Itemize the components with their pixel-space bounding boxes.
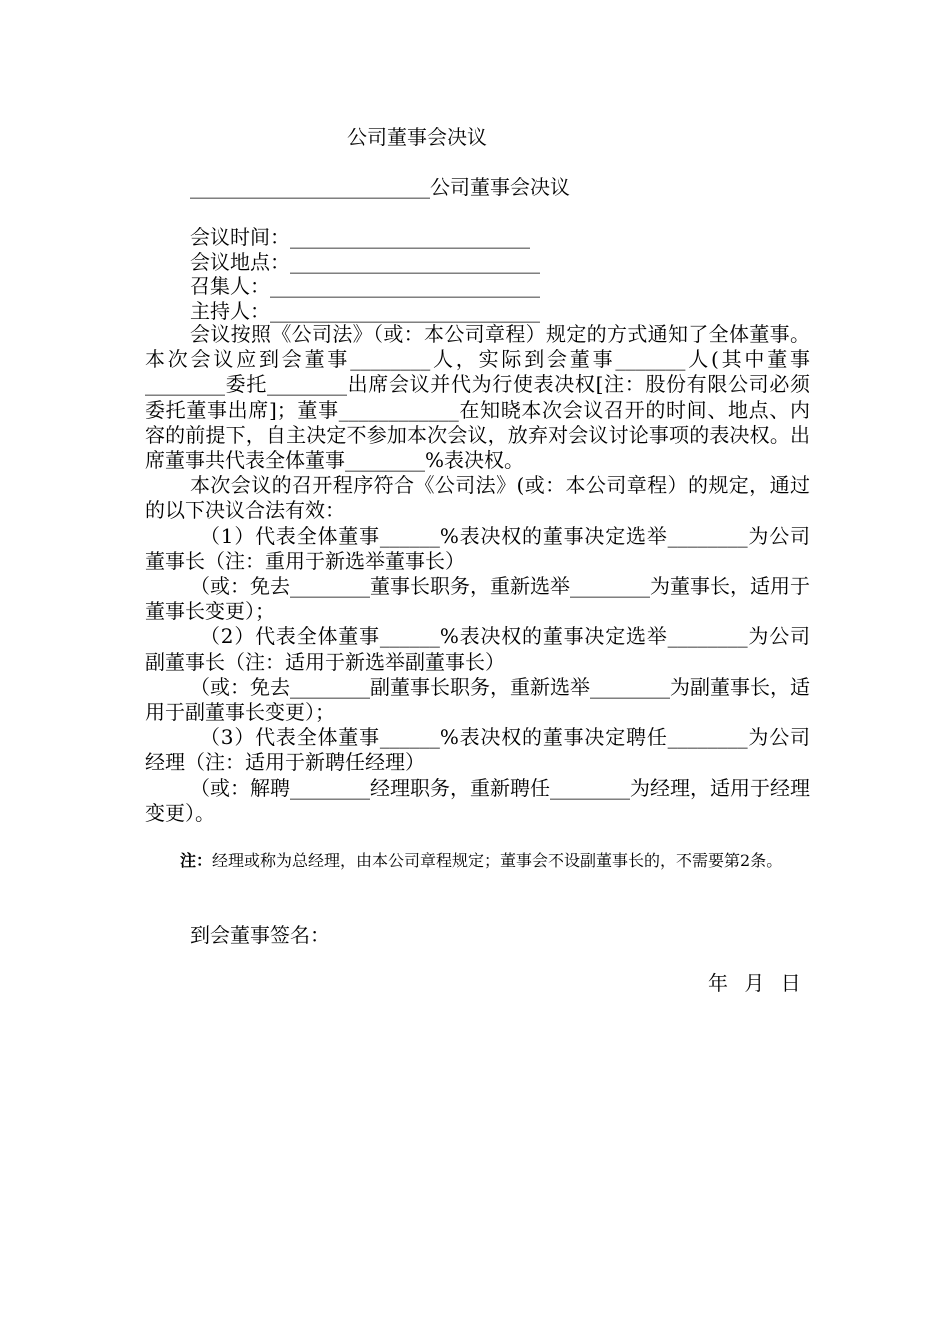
resolution-item-2-alt: （或：免去________副董事长职务，重新选举________为副董事长，适用于副董事长变更）；: [145, 674, 810, 725]
resolution-item-1-alt: （或：免去________董事长职务，重新选举________为董事长，适用于董事长变更）；: [145, 574, 810, 624]
paragraph-notice: 会议按照《公司法》（或：本公司章程）规定的方式通知了全体董事。本次会议应到会董事________人，实际到会董事_______人(其中董事________委托________出席会议并代为行使表决权[注：股份有限公司必须委托董事出席]；董事____________在知晓本次会议召开的时间、地点、内容的前提下，自主决定不参加本次会议，放弃对会议讨论事项的表决权。出席董事共代表全体董事________%表决权。: [145, 322, 810, 473]
document-title: 公司董事会决议: [347, 125, 487, 149]
date-line: 年 月 日: [708, 971, 801, 995]
paragraph-procedure: 本次会议的召开程序符合《公司法》(或：本公司章程）的规定，通过的以下决议合法有效：: [145, 473, 810, 523]
resolution-item-3: （3）代表全体董事______%表决权的董事决定聘任________为公司经理（注：适用于新聘任经理）: [145, 725, 810, 775]
resolution-item-2: （2）代表全体董事______%表决权的董事决定选举________为公司副董事长（注：适用于新选举副董事长）: [145, 624, 810, 674]
resolution-item-3-alt: （或：解聘________经理职务，重新聘任________为经理，适用于经理变更）。: [145, 775, 810, 825]
meeting-time-line: 会议时间：________________________: [190, 225, 530, 249]
host-line: 主持人：___________________________: [190, 299, 540, 323]
convener-line: 召集人：___________________________: [190, 274, 540, 298]
meeting-place-line: 会议地点：_________________________: [190, 250, 540, 274]
footnote-label: 注：: [180, 851, 213, 870]
footnote: [145, 848, 810, 873]
resolution-item-1: （1）代表全体董事______%表决权的董事决定选举________为公司董事长（注：重用于新选举董事长）: [145, 523, 810, 573]
signature-label: 到会董事签名：: [190, 923, 330, 947]
resolution-body: [145, 322, 810, 826]
document-subtitle: ________________________公司董事会决议: [190, 175, 570, 199]
footnote-text: 经理或称为总经理，由本公司章程规定；董事会不设副董事长的，不需要第2条。: [212, 851, 783, 870]
